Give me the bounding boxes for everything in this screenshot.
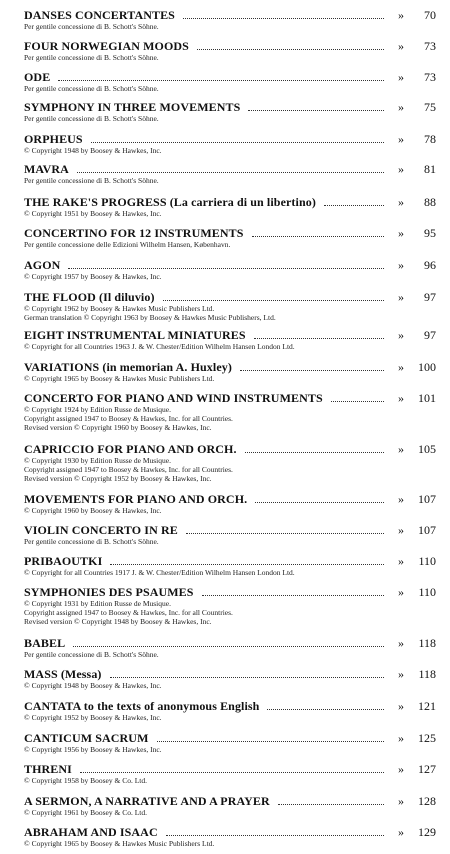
ditto-mark: » bbox=[398, 699, 404, 713]
copyright-notes bbox=[24, 839, 424, 848]
toc-entry-page-ref bbox=[398, 290, 436, 304]
copyright-note: Per gentile concessione di B. Schott's Söhne. bbox=[24, 537, 159, 546]
page-number: 78 bbox=[424, 132, 436, 146]
copyright-notes bbox=[24, 304, 424, 322]
page-number: 129 bbox=[418, 825, 436, 839]
toc-entry-title: CONCERTO FOR PIANO AND WIND INSTRUMENTS bbox=[24, 391, 323, 405]
toc-entry-line bbox=[24, 68, 436, 84]
copyright-notes bbox=[24, 114, 424, 123]
toc-entry-title: MAVRA bbox=[24, 162, 69, 176]
copyright-notes bbox=[24, 240, 424, 249]
dot-leader bbox=[267, 708, 384, 710]
toc-entry-line bbox=[24, 583, 436, 599]
toc-entry-page-ref bbox=[398, 70, 436, 84]
copyright-notes bbox=[24, 209, 424, 218]
dot-leader bbox=[110, 563, 384, 565]
copyright-notes bbox=[24, 405, 424, 432]
toc-entry-title: MOVEMENTS FOR PIANO AND ORCH. bbox=[24, 492, 248, 506]
copyright-note: Per gentile concessione di B. Schott's Söhne. bbox=[24, 53, 159, 62]
copyright-note: German translation © Copyright 1963 by Boosey & Hawkes Music Publishers, Ltd. bbox=[24, 313, 276, 322]
copyright-note: © Copyright for all Countries 1963 J. & W. Chester/Edition Wilhelm Hansen London Ltd. bbox=[24, 342, 295, 351]
ditto-mark: » bbox=[398, 825, 404, 839]
toc-entry-title: BABEL bbox=[24, 636, 66, 650]
dot-leader bbox=[248, 109, 384, 111]
copyright-notes bbox=[24, 713, 424, 722]
toc-entry-title: ABRAHAM AND ISAAC bbox=[24, 825, 158, 839]
toc-entry-page-ref bbox=[398, 554, 436, 568]
ditto-mark: » bbox=[398, 100, 404, 114]
page-number: 127 bbox=[418, 762, 436, 776]
copyright-note: © Copyright 1965 by Boosey & Hawkes Music Publishers Ltd. bbox=[24, 374, 215, 383]
copyright-notes bbox=[24, 776, 424, 785]
copyright-note: Per gentile concessione di B. Schott's Söhne. bbox=[24, 176, 159, 185]
ditto-mark: » bbox=[398, 8, 404, 22]
toc-entry-title: CONCERTINO FOR 12 INSTRUMENTS bbox=[24, 226, 244, 240]
copyright-note: Per gentile concessione di B. Schott's Söhne. bbox=[24, 84, 159, 93]
copyright-notes bbox=[24, 22, 424, 31]
copyright-notes bbox=[24, 84, 424, 93]
toc-entry-title: ORPHEUS bbox=[24, 132, 83, 146]
dot-leader bbox=[202, 594, 384, 596]
toc-entry-line bbox=[24, 358, 436, 374]
toc-entry-title: EIGHT INSTRUMENTAL MINIATURES bbox=[24, 328, 246, 342]
copyright-note: © Copyright 1962 by Boosey & Hawkes Music Publishers Ltd. bbox=[24, 304, 215, 313]
dot-leader bbox=[166, 834, 384, 836]
ditto-mark: » bbox=[398, 162, 404, 176]
copyright-note: © Copyright 1930 by Edition Russe de Musique. bbox=[24, 456, 171, 465]
toc-entry-line bbox=[24, 729, 436, 745]
toc-entry-line bbox=[24, 490, 436, 506]
page-number: 75 bbox=[424, 100, 436, 114]
toc-entry-title: ODE bbox=[24, 70, 51, 84]
toc-entry-line bbox=[24, 697, 436, 713]
page-number: 110 bbox=[418, 554, 436, 568]
toc-entry-line bbox=[24, 521, 436, 537]
toc-entry-page-ref bbox=[398, 328, 436, 342]
dot-leader bbox=[254, 337, 384, 339]
copyright-note: © Copyright for all Countries 1917 J. & W. Chester/Edition Wilhelm Hansen London Ltd. bbox=[24, 568, 295, 577]
dot-leader bbox=[240, 369, 384, 371]
toc-entry-page-ref bbox=[398, 100, 436, 114]
copyright-note: © Copyright 1931 by Edition Russe de Musique. bbox=[24, 599, 171, 608]
toc-entry-page-ref bbox=[398, 195, 436, 209]
page-number: 70 bbox=[424, 8, 436, 22]
toc-entry-line bbox=[24, 552, 436, 568]
copyright-notes bbox=[24, 374, 424, 383]
ditto-mark: » bbox=[398, 523, 404, 537]
toc-entry-page-ref bbox=[398, 39, 436, 53]
copyright-note: Revised version © Copyright 1960 by Boosey & Hawkes, Inc. bbox=[24, 423, 212, 432]
copyright-notes bbox=[24, 53, 424, 62]
ditto-mark: » bbox=[398, 258, 404, 272]
ditto-mark: » bbox=[398, 391, 404, 405]
copyright-note: © Copyright 1948 by Boosey & Hawkes, Inc. bbox=[24, 146, 162, 155]
toc-entry-title: FOUR NORWEGIAN MOODS bbox=[24, 39, 189, 53]
dot-leader bbox=[197, 48, 384, 50]
page-number: 128 bbox=[418, 794, 436, 808]
copyright-note: © Copyright 1965 by Boosey & Hawkes Music Publishers Ltd. bbox=[24, 839, 215, 848]
dot-leader bbox=[255, 501, 384, 503]
dot-leader bbox=[77, 171, 384, 173]
copyright-note: © Copyright 1960 by Boosey & Hawkes, Inc. bbox=[24, 506, 162, 515]
copyright-note: © Copyright 1961 by Boosey & Co. Ltd. bbox=[24, 808, 147, 817]
toc-entry-title: SYMPHONIES DES PSAUMES bbox=[24, 585, 194, 599]
copyright-notes bbox=[24, 342, 424, 351]
toc-entry-page-ref bbox=[398, 731, 436, 745]
toc-entry-title: CANTICUM SACRUM bbox=[24, 731, 149, 745]
toc-entry-line bbox=[24, 98, 436, 114]
copyright-note: © Copyright 1948 by Boosey & Hawkes, Inc. bbox=[24, 681, 162, 690]
page-number: 118 bbox=[418, 667, 436, 681]
ditto-mark: » bbox=[398, 762, 404, 776]
page-number: 97 bbox=[424, 328, 436, 342]
page-number: 81 bbox=[424, 162, 436, 176]
dot-leader bbox=[245, 451, 384, 453]
toc-entry-title: VARIATIONS (in memorian A. Huxley) bbox=[24, 360, 232, 374]
dot-leader bbox=[58, 79, 384, 81]
copyright-note: © Copyright 1952 by Boosey & Hawkes, Inc. bbox=[24, 713, 162, 722]
toc-entry-page-ref bbox=[398, 258, 436, 272]
dot-leader bbox=[73, 645, 384, 647]
toc-entry-title: THRENI bbox=[24, 762, 72, 776]
toc-entry-title: DANSES CONCERTANTES bbox=[24, 8, 175, 22]
toc-entry-page-ref bbox=[398, 492, 436, 506]
ditto-mark: » bbox=[398, 636, 404, 650]
page-number: 125 bbox=[418, 731, 436, 745]
copyright-note: Copyright assigned 1947 to Boosey & Hawkes, Inc. for all Countries. bbox=[24, 414, 233, 423]
dot-leader bbox=[157, 740, 385, 742]
toc-entry-title: PRIBAOUTKI bbox=[24, 554, 103, 568]
dot-leader bbox=[186, 532, 384, 534]
toc-entry-page-ref bbox=[398, 667, 436, 681]
ditto-mark: » bbox=[398, 70, 404, 84]
toc-entry-title: VIOLIN CONCERTO IN RE bbox=[24, 523, 178, 537]
dot-leader bbox=[91, 141, 384, 143]
page-number: 121 bbox=[418, 699, 436, 713]
toc-entry-title: CAPRICCIO FOR PIANO AND ORCH. bbox=[24, 442, 237, 456]
ditto-mark: » bbox=[398, 585, 404, 599]
dot-leader bbox=[331, 400, 384, 402]
copyright-note: Copyright assigned 1947 to Boosey & Hawkes, Inc. for all Countries. bbox=[24, 465, 233, 474]
toc-entry-title: THE FLOOD (Il diluvio) bbox=[24, 290, 155, 304]
toc-entry-line bbox=[24, 665, 436, 681]
page-number: 73 bbox=[424, 70, 436, 84]
ditto-mark: » bbox=[398, 290, 404, 304]
copyright-note: Per gentile concessione delle Edizioni Wilhelm Hansen, København. bbox=[24, 240, 231, 249]
dot-leader bbox=[183, 17, 384, 19]
copyright-notes bbox=[24, 272, 424, 281]
copyright-notes bbox=[24, 456, 424, 483]
toc-entry-page-ref bbox=[398, 762, 436, 776]
copyright-notes bbox=[24, 176, 424, 185]
toc-entry-line bbox=[24, 326, 436, 342]
toc-entry-line bbox=[24, 160, 436, 176]
dot-leader bbox=[80, 771, 384, 773]
toc-entry-line bbox=[24, 6, 436, 22]
page-number: 118 bbox=[418, 636, 436, 650]
toc-entry-line bbox=[24, 130, 436, 146]
copyright-notes bbox=[24, 599, 424, 626]
toc-entry-title: AGON bbox=[24, 258, 61, 272]
ditto-mark: » bbox=[398, 195, 404, 209]
copyright-notes bbox=[24, 537, 424, 546]
ditto-mark: » bbox=[398, 39, 404, 53]
toc-entry-page-ref bbox=[398, 162, 436, 176]
copyright-note: © Copyright 1956 by Boosey & Hawkes, Inc. bbox=[24, 745, 162, 754]
toc-entry-page-ref bbox=[398, 825, 436, 839]
page-number: 100 bbox=[418, 360, 436, 374]
toc-entry-title: MASS (Messa) bbox=[24, 667, 102, 681]
ditto-mark: » bbox=[398, 492, 404, 506]
dot-leader bbox=[110, 676, 384, 678]
page-number: 73 bbox=[424, 39, 436, 53]
toc-entry-line bbox=[24, 823, 436, 839]
page-number: 97 bbox=[424, 290, 436, 304]
toc-entry-page-ref bbox=[398, 794, 436, 808]
copyright-note: © Copyright 1924 by Edition Russe de Musique. bbox=[24, 405, 171, 414]
ditto-mark: » bbox=[398, 132, 404, 146]
toc-entry-line bbox=[24, 288, 436, 304]
copyright-notes bbox=[24, 506, 424, 515]
copyright-note: Copyright assigned 1947 to Boosey & Hawkes, Inc. for all Countries. bbox=[24, 608, 233, 617]
dot-leader bbox=[324, 204, 384, 206]
copyright-notes bbox=[24, 650, 424, 659]
toc-entry-line bbox=[24, 440, 436, 456]
toc-entry-title: SYMPHONY IN THREE MOVEMENTS bbox=[24, 100, 241, 114]
copyright-note: Per gentile concessione di B. Schott's Söhne. bbox=[24, 650, 159, 659]
toc-entry-title: THE RAKE'S PROGRESS (La carriera di un libertino) bbox=[24, 195, 316, 209]
toc-entry-page-ref bbox=[398, 226, 436, 240]
dot-leader bbox=[278, 803, 384, 805]
ditto-mark: » bbox=[398, 442, 404, 456]
toc-entry-line bbox=[24, 792, 436, 808]
toc-entry-page-ref bbox=[398, 636, 436, 650]
dot-leader bbox=[252, 235, 384, 237]
copyright-notes bbox=[24, 681, 424, 690]
ditto-mark: » bbox=[398, 328, 404, 342]
ditto-mark: » bbox=[398, 794, 404, 808]
copyright-note: Per gentile concessione di B. Schott's Söhne. bbox=[24, 114, 159, 123]
copyright-notes bbox=[24, 146, 424, 155]
copyright-note: © Copyright 1958 by Boosey & Co. Ltd. bbox=[24, 776, 147, 785]
copyright-notes bbox=[24, 745, 424, 754]
toc-entry-page-ref bbox=[398, 442, 436, 456]
toc-entry-page-ref bbox=[398, 132, 436, 146]
ditto-mark: » bbox=[398, 554, 404, 568]
toc-entry-line bbox=[24, 193, 436, 209]
page-number: 107 bbox=[418, 523, 436, 537]
toc-entry-line bbox=[24, 634, 436, 650]
page-number: 88 bbox=[424, 195, 436, 209]
copyright-note: © Copyright 1957 by Boosey & Hawkes, Inc. bbox=[24, 272, 162, 281]
toc-entry-page-ref bbox=[398, 360, 436, 374]
dot-leader bbox=[68, 267, 384, 269]
ditto-mark: » bbox=[398, 667, 404, 681]
ditto-mark: » bbox=[398, 360, 404, 374]
toc-entry-page-ref bbox=[398, 523, 436, 537]
toc-entry-line bbox=[24, 760, 436, 776]
copyright-note: Revised version © Copyright 1952 by Boosey & Hawkes, Inc. bbox=[24, 474, 212, 483]
toc-entry-title: A SERMON, A NARRATIVE AND A PRAYER bbox=[24, 794, 270, 808]
copyright-note: Revised version © Copyright 1948 by Boosey & Hawkes, Inc. bbox=[24, 617, 212, 626]
copyright-notes bbox=[24, 568, 424, 577]
toc-entry-page-ref bbox=[398, 699, 436, 713]
page-number: 105 bbox=[418, 442, 436, 456]
copyright-notes bbox=[24, 808, 424, 817]
toc-entry-line bbox=[24, 389, 436, 405]
toc-entry-title: CANTATA to the texts of anonymous English bbox=[24, 699, 260, 713]
copyright-note: © Copyright 1951 by Boosey & Hawkes, Inc. bbox=[24, 209, 162, 218]
toc-entry-page-ref bbox=[398, 8, 436, 22]
ditto-mark: » bbox=[398, 226, 404, 240]
page-number: 110 bbox=[418, 585, 436, 599]
page-number: 101 bbox=[418, 391, 436, 405]
toc-entry-line bbox=[24, 37, 436, 53]
copyright-note: Per gentile concessione di B. Schott's Söhne. bbox=[24, 22, 159, 31]
toc-entry-line bbox=[24, 256, 436, 272]
toc-entry-line bbox=[24, 224, 436, 240]
page-number: 107 bbox=[418, 492, 436, 506]
page-number: 96 bbox=[424, 258, 436, 272]
ditto-mark: » bbox=[398, 731, 404, 745]
page-number: 95 bbox=[424, 226, 436, 240]
dot-leader bbox=[163, 299, 384, 301]
toc-entry-page-ref bbox=[398, 391, 436, 405]
toc-entry-page-ref bbox=[398, 585, 436, 599]
